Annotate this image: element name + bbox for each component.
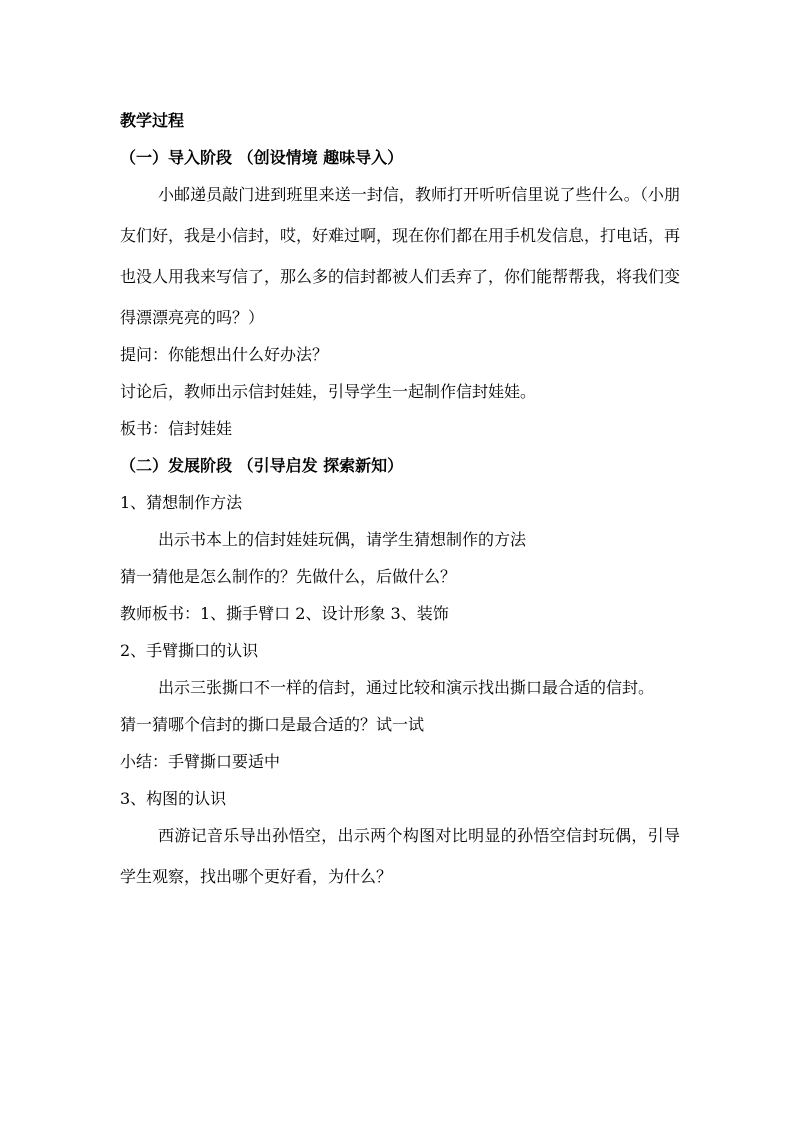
section1-question: 提问：你能想出什么好办法？ [120, 345, 329, 364]
item1-text: 出示书本上的信封娃娃玩偶，请学生猜想制作的方法 [158, 530, 527, 549]
item2-summary: 小结：手臂撕口要适中 [120, 752, 281, 771]
section1-board: 板书：信封娃娃 [120, 419, 233, 438]
heading-teaching-process: 教学过程 [120, 111, 185, 130]
item3-title: 3、构图的认识 [120, 789, 227, 808]
section2-title: （二）发展阶段 （引导启发 探索新知） [120, 456, 404, 475]
section1-discussion: 讨论后，教师出示信封娃娃，引导学生一起制作信封娃娃。 [120, 382, 537, 401]
document-body [120, 104, 680, 897]
item1-board: 教师板书：1、撕手臂口 2、设计形象 3、装饰 [120, 604, 449, 623]
item2-text: 出示三张撕口不一样的信封，通过比较和演示找出撕口最合适的信封。 [158, 678, 655, 697]
item2-guess: 猜一猜哪个信封的撕口是最合适的？试一试 [120, 715, 425, 734]
item1-title: 1、猜想制作方法 [120, 493, 243, 512]
item1-guess: 猜一猜他是怎么制作的？先做什么，后做什么？ [120, 567, 457, 586]
item2-title: 2、手臂撕口的认识 [120, 641, 259, 660]
item3-text: 西游记音乐导出孙悟空，出示两个构图对比明显的孙悟空信封玩偶，引导学生观察，找出哪个更好看，为什么？ [120, 826, 680, 886]
section1-title: （一）导入阶段 （创设情境 趣味导入） [120, 148, 404, 167]
section1-paragraph: 小邮递员敲门进到班里来送一封信，教师打开听听信里说了些什么。（小朋友们好，我是小信封，哎，好难过啊，现在你们都在用手机发信息，打电话，再也没人用我来写信了，那么多的信封都被人们丢弃了，你们能帮帮我，将我们变得漂漂亮亮的吗？） [120, 185, 681, 327]
